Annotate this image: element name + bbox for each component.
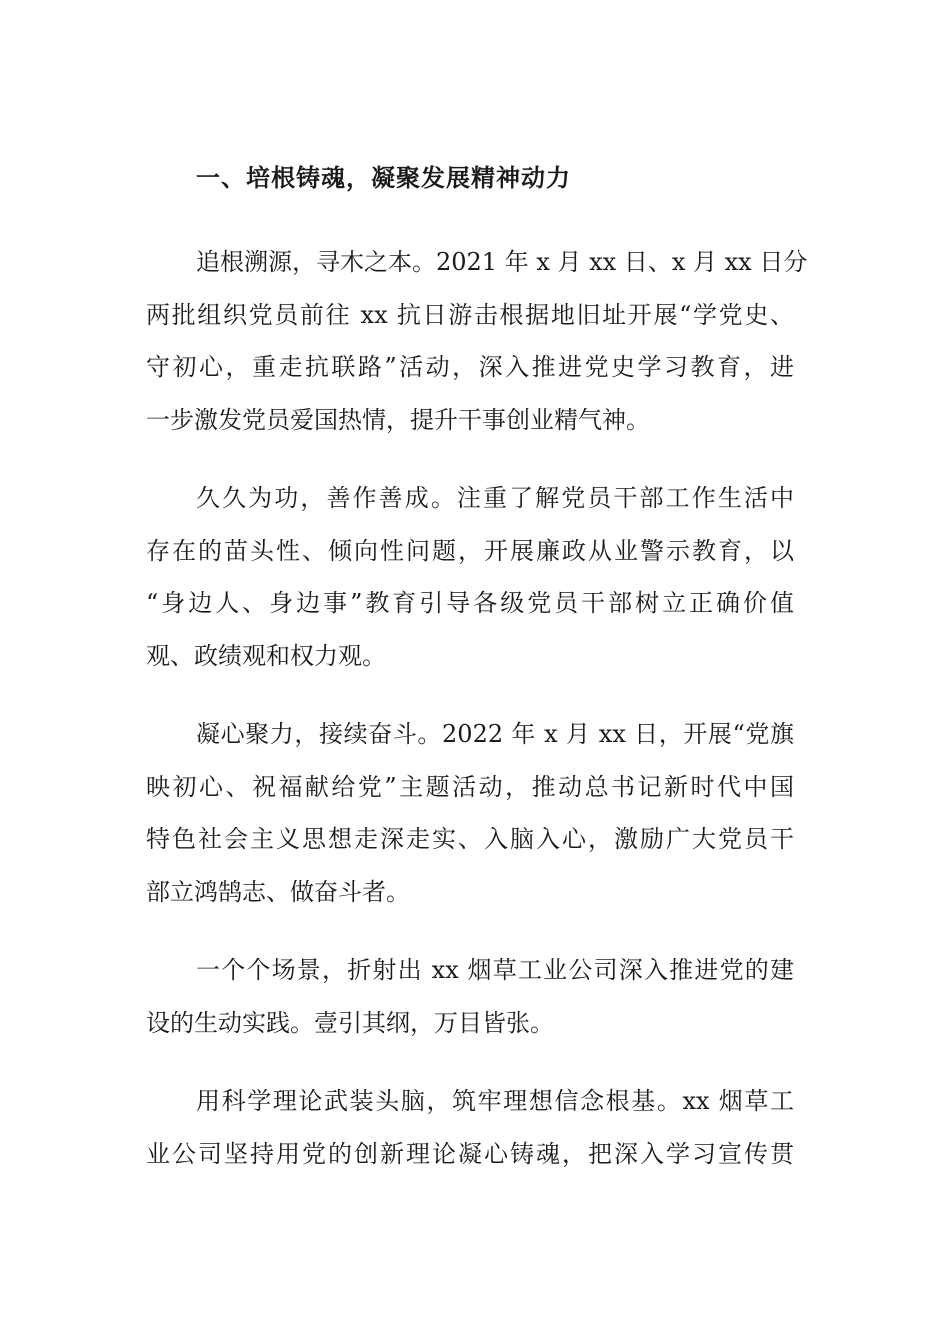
paragraph-line: 两批组织党员前往 xx 抗日游击根据地旧址开展“学党史、 <box>146 300 794 329</box>
paragraph-line: “身边人、身边事”教育引导各级党员干部树立正确价值 <box>146 589 794 617</box>
paragraph-line: 凝心聚力，接续奋斗。2022 年 x 月 xx 日，开展“党旗 <box>196 720 794 748</box>
paragraph-line: 观、政绩观和权力观。 <box>146 641 386 670</box>
paragraph-line: 存在的苗头性、倾向性问题，开展廉政从业警示教育，以 <box>146 536 794 565</box>
paragraph-2 <box>146 472 806 682</box>
section-heading: 一、培根铸魂，凝聚发展精神动力 <box>196 163 571 192</box>
paragraph-line: 一步激发党员爱国热情，提升干事创业精气神。 <box>146 405 650 434</box>
paragraph-line: 映初心、祝福献给党”主题活动，推动总书记新时代中国 <box>146 772 794 801</box>
paragraph-1 <box>146 236 806 446</box>
paragraph-4 <box>146 944 806 1049</box>
paragraph-line: 追根溯源，寻木之本。2021 年 x 月 xx 日、x 月 xx 日分 <box>196 248 808 276</box>
paragraph-3 <box>146 708 806 918</box>
paragraph-line: 设的生动实践。壹引其纲，万目皆张。 <box>146 1008 554 1037</box>
paragraph-5 <box>146 1075 806 1180</box>
paragraph-line: 久久为功，善作善成。注重了解党员干部工作生活中 <box>196 484 794 512</box>
paragraph-line: 一个个场景，折射出 xx 烟草工业公司深入推进党的建 <box>196 956 794 984</box>
paragraph-line: 用科学理论武装头脑，筑牢理想信念根基。xx 烟草工 <box>196 1087 794 1115</box>
paragraph-line: 业公司坚持用党的创新理论凝心铸魂，把深入学习宣传贯 <box>146 1139 794 1168</box>
paragraph-line: 特色社会主义思想走深走实、入脑入心，激励广大党员干 <box>146 825 794 853</box>
paragraph-line: 部立鸿鹄志、做奋斗者。 <box>146 877 410 906</box>
paragraph-line: 守初心，重走抗联路”活动，深入推进党史学习教育，进 <box>146 353 794 381</box>
